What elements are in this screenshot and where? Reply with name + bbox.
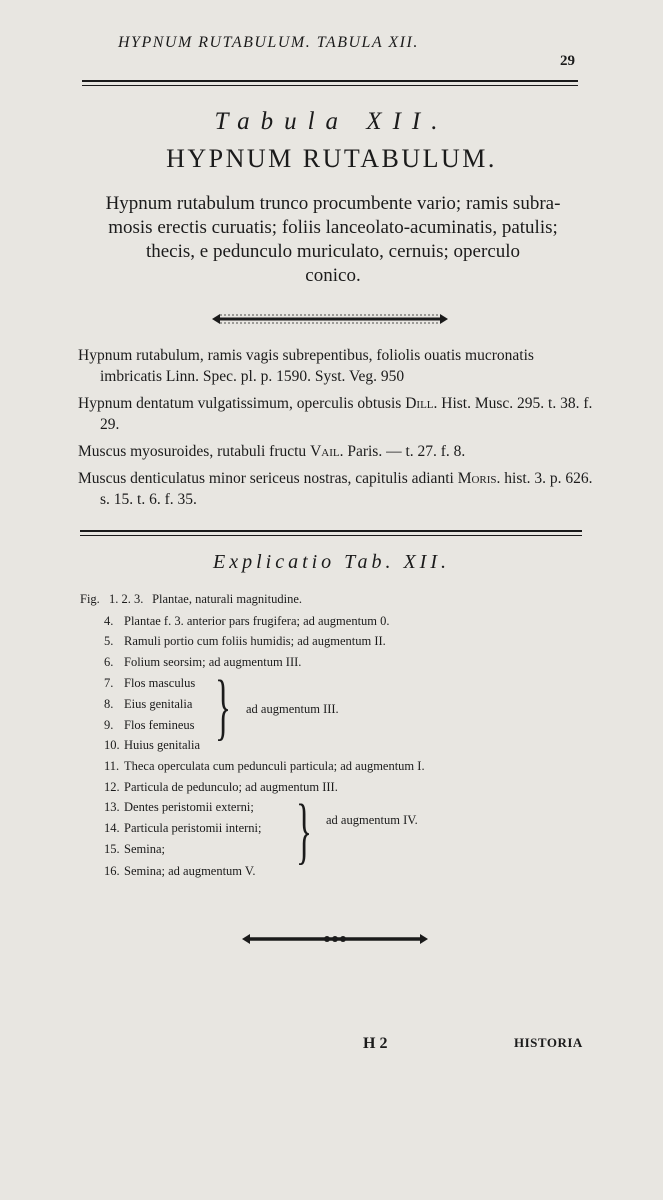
fig-number: 9. (104, 718, 114, 732)
fig-number: 7. (104, 676, 114, 690)
synonym-name: Muscus denticulatus minor sericeus nostras, (78, 470, 352, 487)
diagnosis-line: Hypnum rutabulum trunco procumbente vario; ramis subra- (105, 193, 561, 214)
catchword: HISTORIA (514, 1035, 583, 1050)
fig-text: Flos femineus (124, 718, 195, 732)
figure-line (104, 676, 195, 691)
figure-line (104, 634, 386, 649)
synonym-text: rutabuli fructu (213, 443, 311, 460)
synonym-name: Hypnum dentatum vulgatissimum, (78, 395, 293, 412)
fig-text: Plantae f. 3. anterior pars frugifera; ad augmentum 0. (124, 614, 390, 628)
species-diagnosis (68, 192, 598, 288)
figure-line (104, 864, 255, 879)
synonym-text: ramis vagis subrepentibus, foliolis ouatis mucronatis imbricatis Linn. Spec. pl. p. 1590. Syst. Veg. 950 (100, 347, 534, 385)
fig-text: Theca operculata cum pedunculi particula; ad augmentum I. (124, 759, 425, 773)
diagnosis-line: conico. (305, 265, 361, 286)
page-number: 29 (560, 53, 575, 69)
fig-number: 5. (104, 634, 114, 648)
figure-line (104, 738, 200, 753)
fig-text: Plantae, naturali magnitudine. (152, 592, 303, 606)
figure-line (80, 592, 302, 607)
ornament-divider-icon (212, 312, 448, 326)
fig-text: Huius genitalia (124, 738, 201, 752)
synonym-text: Paris. — t. 27. f. 8. (343, 443, 466, 460)
species-title: HYPNUM RUTABULUM. (166, 144, 497, 173)
fig-number: 12. (104, 780, 120, 794)
fig-number: 10. (104, 738, 120, 752)
figure-line (104, 821, 261, 836)
synonym-entry (78, 441, 598, 462)
header-rule-thin (82, 85, 578, 86)
fig-number: 13. (104, 800, 120, 814)
fig-number: 16. (104, 864, 120, 878)
signature-mark: H 2 (363, 1035, 388, 1052)
fig-number: 4. (104, 614, 114, 628)
brace-icon: } (296, 790, 312, 872)
fig-text: Flos masculus (124, 676, 196, 690)
synonym-entry (78, 393, 598, 435)
figure-line (104, 697, 192, 712)
section-rule (80, 530, 582, 532)
fig-number: 15. (104, 842, 120, 856)
tabula-title: Tabula XII. (214, 108, 449, 135)
figure-line (104, 718, 194, 733)
fig-text: Eius genitalia (124, 697, 193, 711)
fig-text: Particula peristomii interni; (124, 821, 262, 835)
fig-number: 1. 2. 3. (108, 592, 144, 606)
fig-label: Fig. (80, 592, 100, 606)
fig-text: Semina; ad augmentum V. (124, 864, 256, 878)
fig-number: 11. (104, 759, 120, 773)
synonym-author: Moris. (457, 470, 501, 487)
synonym-author: Vail. (310, 443, 344, 460)
diagnosis-line: thecis, e pedunculo muriculato, cernuis; operculo (145, 241, 521, 262)
running-title: HYPNUM RUTABULUM. TABULA XII. (118, 34, 419, 51)
figure-line (104, 759, 425, 774)
fig-text: Folium seorsim; ad augmentum III. (124, 655, 302, 669)
figure-line (104, 800, 254, 815)
fig-number: 14. (104, 821, 120, 835)
group-augment-label: ad augmentum III. (246, 702, 339, 716)
diagnosis-line: mosis erectis curuatis; foliis lanceolato-acuminatis, patulis; (108, 217, 558, 238)
fig-number: 6. (104, 655, 114, 669)
fig-text: Semina; (124, 842, 165, 856)
synonym-list (78, 345, 598, 516)
fig-text: Ramuli portio cum foliis humidis; ad augmentum II. (124, 634, 386, 648)
synonym-entry (78, 468, 598, 510)
ornament-divider-icon (242, 932, 428, 946)
synonym-author: Dill. (405, 395, 438, 412)
fig-text: Particula de pedunculo; ad augmentum III. (124, 780, 338, 794)
fig-text: Dentes peristomii externi; (124, 800, 254, 814)
figure-line (104, 655, 301, 670)
synonym-entry (78, 345, 598, 387)
fig-number: 8. (104, 697, 114, 711)
figure-line (104, 842, 165, 857)
synonym-text: Hist. Musc. 295. t. 38. f. 29. (100, 395, 593, 433)
synonym-name: Muscus myosuroides, (78, 443, 214, 460)
figure-line (104, 614, 390, 629)
synonym-text: operculis obtusis (292, 395, 406, 412)
figure-line (104, 780, 338, 795)
brace-icon: } (215, 666, 231, 748)
header-rule (82, 80, 578, 82)
group-augment-label: ad augmentum IV. (326, 813, 418, 827)
synonym-name: Hypnum rutabulum, (78, 347, 204, 364)
synonym-text: hist. 3. p. 626. s. 15. t. 6. f. 35. (100, 470, 593, 508)
explicatio-title: Explicatio Tab. XII. (212, 551, 451, 573)
synonym-text: capitulis adianti (351, 470, 458, 487)
section-rule-thin (80, 535, 582, 536)
